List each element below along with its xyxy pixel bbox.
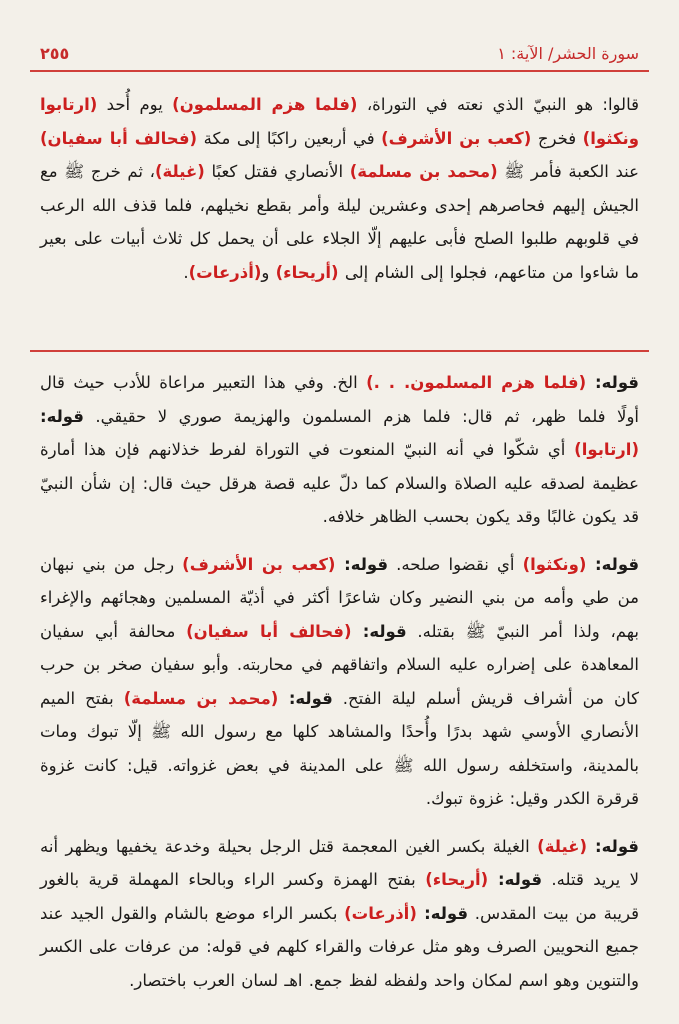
note-keyword: قوله:	[335, 554, 389, 574]
text-run: الخ. وفي هذا التعبير مراعاة للأدب حيث قال أولًا فلما ظهر، ثم قال: فلما هزم المسلمون والهزيمة صوري لا حقيقي.	[40, 373, 639, 426]
quoted-phrase: (فلما هزم المسلمون)	[172, 95, 358, 114]
note-keyword: قوله:	[488, 870, 543, 889]
main-text	[40, 88, 639, 289]
footnote-separator	[30, 350, 649, 352]
quoted-phrase: (فحالف أبا سفيان)	[186, 621, 352, 641]
note-paragraph	[40, 366, 639, 534]
text-run: فخرج	[531, 128, 583, 148]
text-run: أي نقضوا صلحه.	[388, 554, 523, 574]
text-run: بفتح الميم الأنصاري الأوسي شهد بدرًا وأُحدًا والمشاهد كلها مع رسول الله ﷺ إلّا تبوك ومات بالمدينة، واستخلفه رسول الله ﷺ على المدينة في بعض غزواته. قيل: كانت غزوة قرقرة الكدر وقيل: غزوة تبوك.	[40, 688, 639, 808]
quoted-phrase: (أريحاء)	[425, 870, 489, 889]
text-run: قالوا: هو النبيّ الذي نعته في التوراة،	[357, 95, 639, 114]
page-header	[40, 38, 639, 68]
quoted-phrase: (كعب بن الأشرف)	[182, 554, 336, 574]
text-run: .	[183, 262, 189, 282]
quoted-phrase: (محمد بن مسلمة)	[349, 162, 498, 181]
quoted-phrase: (فلما هزم المسلمون. . .)	[366, 373, 587, 392]
note-paragraph	[40, 548, 639, 816]
quoted-phrase: (أذرعات)	[188, 262, 262, 282]
text-run: محالفة أبي سفيان المعاهدة على إضراره عليه السلام واتفاقهم في محاربته. وأبو سفيان صخر بن حرب كان من أشراف قريش أسلم ليلة الفتح.	[40, 621, 640, 708]
text-run: رجل من بني نبهان من طي وأمه من بني النضير وكان شاعرًا أكثر في أذيّة المسلمين وهجائهم والإغراء بهم، ولذا أمر النبيّ ﷺ بقتله.	[40, 554, 639, 641]
quoted-phrase: (أذرعات)	[344, 903, 417, 923]
text-run: يوم أُحد	[97, 95, 173, 114]
text-run: عند الكعبة فأمر ﷺ	[497, 162, 640, 181]
quoted-phrase: (محمد بن مسلمة)	[123, 688, 279, 708]
quoted-phrase: (ارتابوا)	[574, 440, 639, 459]
quoted-phrase: (أريحاء)	[275, 262, 339, 282]
note-keyword: قوله:	[586, 373, 639, 392]
note-paragraph	[40, 830, 639, 998]
note-keyword: قوله:	[586, 554, 639, 574]
note-keyword: قوله:	[278, 688, 333, 708]
text-run: الأنصاري فقتل كعبًا	[204, 162, 350, 181]
text-run: بفتح الهمزة وكسر الراء وبالحاء المهملة قرية بالغور قريبة من بيت المقدس.	[40, 870, 639, 923]
note-keyword: قوله:	[351, 621, 407, 641]
text-run: و	[261, 262, 276, 282]
text-run: ، ثم خرج ﷺ مع الجيش إليهم فحاصرهم إحدى وعشرين ليلة وأمر بقطع نخيلهم، فلما قذف الله الرعب في قلوبهم طلبوا الصلح فأبى عليهم إلّا الجلاء على أن يحمل كل ثلاث أبيات على بعير ما شاءوا من متاعهم، فجلوا إلى الشام إلى	[40, 162, 639, 282]
paragraph-gap	[40, 534, 639, 548]
header-rule	[30, 70, 649, 72]
quoted-phrase: (غيلة)	[154, 162, 205, 181]
paragraph-gap	[40, 816, 639, 830]
text-run: بكسر الراء موضع بالشام والقول الجيد عند جميع النحويين الصرف وهو مثل عرفات والقراء كلهم في قوله: من عرفات على الكسر والتنوين وهو اسم لمكان واحد ولفظه لفظ جمع. اهـ لسان العرب باختصار.	[40, 903, 639, 990]
note-keyword: قوله:	[416, 903, 469, 923]
quoted-phrase: (غيلة)	[537, 836, 588, 856]
commentary-notes	[40, 366, 639, 997]
text-run: الغيلة بكسر الغين المعجمة قتل الرجل بحيلة وخدعة يخفيها ويظهر أنه لا يريد قتله.	[40, 836, 639, 889]
quoted-phrase: (ونكثوا)	[522, 554, 587, 574]
surah-title: سورة الحشر/ الآية: ١	[497, 43, 639, 63]
page-number: ٢٥٥	[40, 43, 70, 63]
main-paragraph	[40, 88, 639, 289]
quoted-phrase: (فحالف أبا سفيان)	[40, 128, 198, 148]
quoted-phrase: (ارتابوا ونكثوا)	[40, 95, 639, 148]
text-run: في أربعين راكبًا إلى مكة	[197, 128, 382, 148]
quoted-phrase: (كعب بن الأشرف)	[381, 128, 532, 148]
note-keyword: قوله:	[40, 406, 84, 426]
note-keyword: قوله:	[587, 836, 639, 856]
text-run: أي شكّوا في أنه النبيّ المنعوت في التوراة لفرط خذلانهم فإن هذا أمارة عظيمة لصدقه عليه الصلاة والسلام كما دلّ عليه قصة هرقل حيث قال: إن شأن النبيّ قد يكون غالبًا وقد يكون بحسب الظاهر خلافه.	[40, 440, 639, 526]
